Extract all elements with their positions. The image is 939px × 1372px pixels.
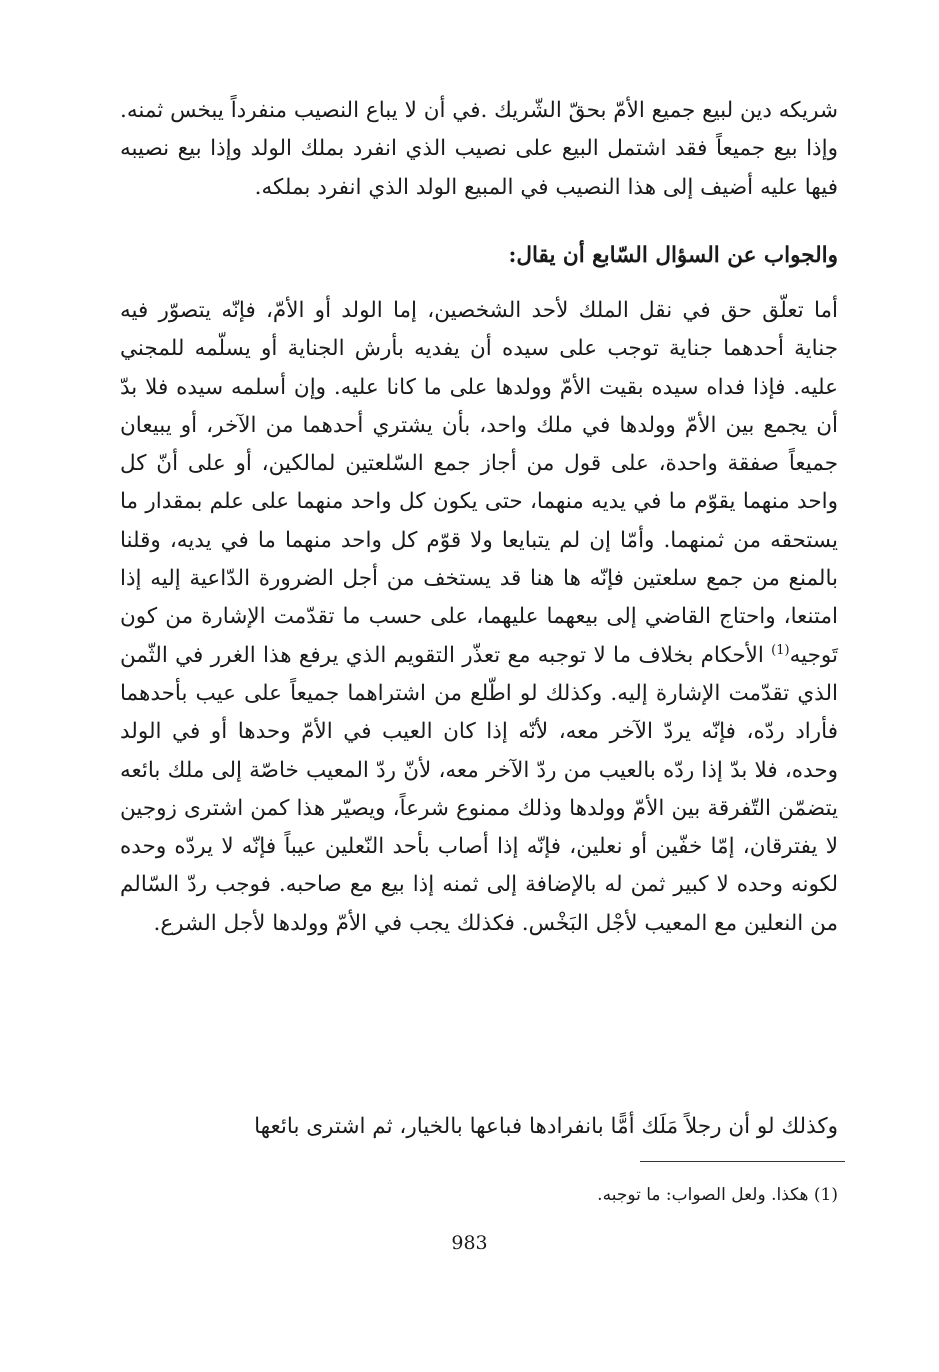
footnote-text: (1) هكذا. ولعل الصواب: ما توجبه. <box>597 1185 838 1205</box>
section-heading: والجواب عن السؤال السّابع أن يقال: <box>508 243 838 268</box>
paragraph-2 <box>120 292 838 943</box>
footnote-divider <box>640 1161 845 1162</box>
paragraph-2-part-1: أما تعلّق حق في نقل الملك لأحد الشخصين، إما الولد أو الأمّ، فإنّه يتصوّر فيه جناية أحدهما جناية توجب على سيده أن يفديه بأرش الجناية أو يسلّمه للمجني عليه. فإذا فداه سيده بقيت الأمّ وولدها على ما كانا عليه. وإن أسلمه سيده فلا بدّ أن يجمع بين الأمّ وولدها في ملك واحد، بأن يشتري أحدهما من الآخر، أو يبيعان جميعاً صفقة واحدة، على قول من أجاز جمع السّلعتين لمالكين، أو على أنّ كل واحد منهما يقوّم ما في يديه منهما، حتى يكون كل واحد منهما على علم بمقدار ما يستحقه من ثمنهما. وأمّا إن لم يتبايعا ولا قوّم كل واحد منهما ما في يديه، وقلنا بالمنع من جمع سلعتين فإنّه ها هنا قد يستخف من أجل الضرورة الدّاعية إليه إذا امتنعا، واحتاج القاضي إلى بيعهما عليهما، على حسب ما تقدّمت الإشارة من كون تَوجيه <box>120 298 838 668</box>
paragraph-3: وكذلك لو أن رجلاً مَلَك أمًّا بانفرادها فباعها بالخيار، ثم اشترى بائعها <box>254 1114 838 1139</box>
paragraph-2-part-2: الأحكام بخلاف ما لا توجبه مع تعذّر التقويم الذي يرفع هذا الغرر في الثّمن الذي تقدّمت الإشارة إليه. وكذلك لو اطّلع من اشتراهما جميعاً على عيب بأحدهما فأراد ردّه، فإنّه يردّ الآخر معه، لأنّه إذا كان العيب في الأمّ وحدها أو في الولد وحده، فلا بدّ إذا ردّه بالعيب من ردّ الآخر معه، لأنّ ردّ المعيب خاصّة إلى ملك بائعه يتضمّن التّفرقة بين الأمّ وولدها وذلك ممنوع شرعاً، ويصيّر هذا كمن اشترى زوجين لا يفترقان، إمّا خفّين أو نعلين، فإنّه إذا أصاب بأحد النّعلين عيباً فإنّه لا يردّه وحده لكونه وحده لا كبير ثمن له بالإضافة إلى ثمنه إذا بيع مع صاحبه. فوجب ردّ السّالم من النعلين مع المعيب لأجْل البَخْس. فكذلك يجب في الأمّ وولدها لأجل الشرع. <box>120 642 838 936</box>
footnote-marker: (1) <box>771 642 790 658</box>
paragraph-1: شريكه دين لبيع جميع الأمّ بحقّ الشّريك .في أن لا يباع النصيب منفرداً يبخس ثمنه. وإذا بيع جميعاً فقد اشتمل البيع على نصيب الذي انفرد بملك الولد وإذا بيع نصيبه فيها عليه أضيف إلى هذا النصيب في المبيع الولد الذي انفرد بملكه. <box>120 98 838 200</box>
page-number: 983 <box>451 1232 488 1254</box>
